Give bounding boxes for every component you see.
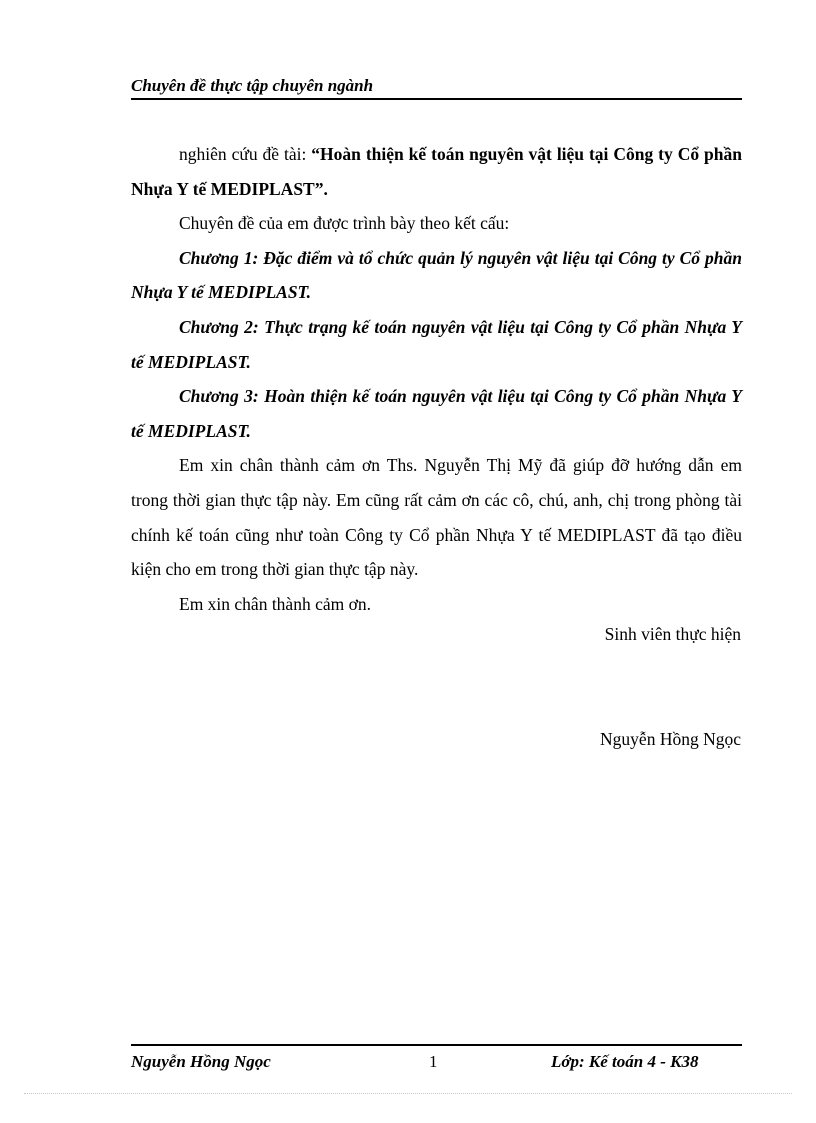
page-header-title: Chuyên đề thực tập chuyên ngành — [131, 76, 374, 95]
thesis-title: “Hoàn thiện kế toán nguyên vật liệu tại Công ty Cổ phần Nhựa Y tế MEDIPLAST”. — [131, 144, 742, 199]
intro-text: nghiên cứu đề tài: — [179, 144, 312, 164]
header-divider — [131, 98, 742, 100]
chapter-2: Chương 2: Thực trạng kế toán nguyên vật liệu tại Công ty Cổ phần Nhựa Y tế MEDIPLAST. — [131, 316, 742, 372]
footer-divider — [131, 1044, 742, 1046]
document-body — [131, 137, 742, 621]
intro-paragraph — [131, 137, 742, 206]
signature-role: Sinh viên thực hiện — [604, 624, 741, 644]
thanks-paragraph: Em xin chân thành cảm ơn Ths. Nguyễn Thị Mỹ đã giúp đỡ hướng dẫn em trong thời gian thực tập này. Em cũng rất cảm ơn các cô, chú, anh, chị trong phòng tài chính kế toán cũng như toàn Công ty Cổ phần Nhựa Y tế MEDIPLAST đã tạo điều kiện cho em trong thời gian thực tập này. — [131, 455, 742, 580]
footer-class: Lớp: Kế toán 4 - K38 — [551, 1052, 699, 1071]
chapter-3: Chương 3: Hoàn thiện kế toán nguyên vật liệu tại Công ty Cổ phần Nhựa Y tế MEDIPLAST. — [131, 386, 742, 441]
page-bottom-edge — [24, 1093, 792, 1094]
signature-name: Nguyễn Hồng Ngọc — [600, 729, 741, 749]
chapter-1: Chương 1: Đặc điểm và tổ chức quản lý nguyên vật liệu tại Công ty Cổ phần Nhựa Y tế MEDIPLAST. — [131, 247, 742, 303]
structure-intro: Chuyên đề của em được trình bày theo kết cấu: — [179, 213, 510, 234]
closing-line: Em xin chân thành cảm ơn. — [179, 593, 371, 614]
footer-author: Nguyễn Hồng Ngọc — [131, 1052, 271, 1071]
page-number: 1 — [429, 1052, 438, 1071]
